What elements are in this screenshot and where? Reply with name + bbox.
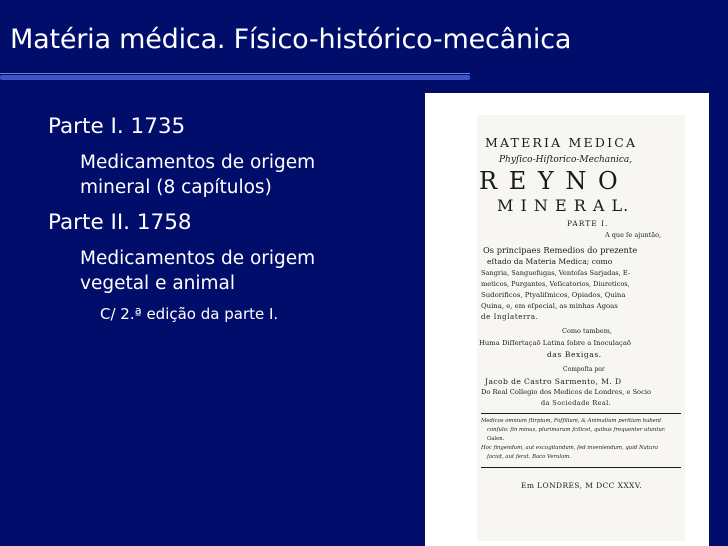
tp-line-7: Os principaes Remedios do prezente [483, 245, 638, 255]
bullet-list [48, 112, 388, 324]
tp-line-15: Huma Diſſertaçaõ Latina ſobre a Inoculaçaõ [479, 339, 631, 347]
title-underline [0, 72, 470, 82]
tp-line-9: Sangria, Sanguefugas, Ventoſas Sarjadas, E- [481, 269, 631, 277]
tp-line-21: Medicos omnium ſtirpium, Foſſilium, & Animalium peritiam habent [481, 418, 662, 424]
tp-line-10: meticos, Purgantes, Veſicatorios, Diureticos, [481, 280, 630, 288]
bullet-parte-1: Parte I. 1735 [48, 114, 186, 139]
tp-reyno: R E Y N O [479, 167, 620, 195]
tp-line-22: conſulo: ſin minus, plurimarum ſcilicet, quibus frequenter utuntur. [487, 427, 666, 433]
tp-line-18: Jacob de Castro Sarmento, M. D [485, 377, 622, 386]
tp-parte: PARTE I. [567, 219, 609, 228]
tp-rule-2 [481, 467, 681, 468]
tp-line-19: Do Real Collegio dos Medicos de Londres, e Socio [481, 388, 651, 396]
tp-title: MATERIA MEDICA [485, 135, 638, 150]
tp-line-13: de Inglaterra. [481, 313, 539, 321]
tp-line-24: Hoc fingendum, aut excogitandum, ſed inveniendum, quid Natura [481, 445, 659, 451]
bullet-parte-2-detail-line-2: vegetal e animal [80, 273, 236, 294]
bullet-parte-2-detail-line-1: Medicamentos de origem [80, 248, 316, 269]
title-underline-thick [0, 75, 470, 80]
tp-line-8: eſtado da Materia Medica; como [487, 257, 613, 266]
bullet-segunda-edicao: C/ 2.ª edição da parte I. [100, 305, 279, 323]
tp-mineral: M I N E R A L. [497, 196, 630, 215]
bullet-parte-1-detail [80, 150, 388, 200]
title-underline-thin [0, 73, 470, 74]
bullet-parte-1-detail-line-2: mineral (8 capítulos) [80, 177, 272, 198]
bullet-parte-2: Parte II. 1758 [48, 210, 192, 235]
tp-line-16: das Bexigas. [547, 350, 602, 359]
tp-line-12: Quina, e, em eſpecial, as minhas Agoas [481, 302, 618, 310]
slide-title: Matéria médica. Físico-histórico-mecânica [10, 24, 572, 55]
tp-subtitle: Phyſico-Hiſtorico-Mechanica, [499, 155, 633, 165]
tp-line-23: Galen. [487, 436, 505, 442]
bullet-parte-1-detail-line-1: Medicamentos de origem [80, 152, 316, 173]
tp-ajuntao: A que ſe ajuntão, [605, 231, 662, 239]
bullet-parte-2-detail [80, 246, 388, 296]
tp-line-25: faciat, aut ferat. Baco Verulam. [487, 454, 571, 460]
title-page [477, 115, 685, 541]
title-page-image [425, 93, 709, 546]
tp-imprint: Em LONDRES, M DCC XXXV. [521, 481, 643, 490]
tp-line-20: da Sociedade Real. [541, 399, 612, 407]
tp-line-14: Como tambem, [562, 327, 612, 335]
tp-line-11: Sudorificos, Ptyaliſmicos, Opiados, Quina [481, 291, 626, 299]
tp-line-17: Compoſta por [563, 366, 605, 373]
tp-rule-1 [481, 413, 681, 414]
